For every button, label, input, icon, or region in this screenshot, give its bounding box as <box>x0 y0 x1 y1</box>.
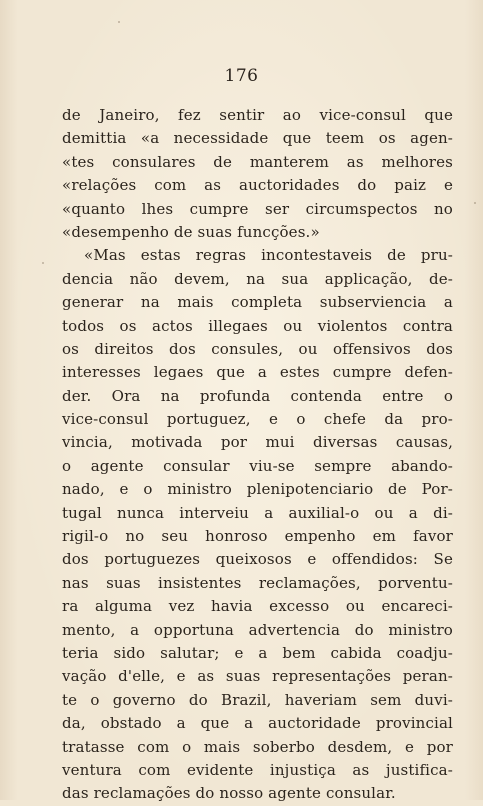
paper-speck <box>118 21 120 23</box>
text-line: mento, a opportuna advertencia do ministro <box>62 620 453 639</box>
text-line: generar na mais completa subserviencia a <box>62 293 453 312</box>
text-line: dos portuguezes queixosos e offendidos: Se <box>62 550 453 569</box>
text-line: «Mas estas regras incontestaveis de pru- <box>84 246 453 265</box>
text-line: vação d'elle, e as suas representações peran- <box>62 667 453 686</box>
text-line: dencia não devem, na sua applicação, de- <box>62 269 453 288</box>
text-line: teria sido salutar; e a bem cabida coadju- <box>62 643 453 662</box>
text-line: «quanto lhes cumpre ser circumspectos no <box>62 199 453 218</box>
text-line: interesses legaes que a estes cumpre defen- <box>62 363 453 382</box>
text-line: «relações com as auctoridades do paiz e <box>62 176 453 195</box>
text-line: das reclamações do nosso agente consular. <box>62 784 396 803</box>
text-line: de Janeiro, fez sentir ao vice-consul que <box>62 106 453 124</box>
text-line: vice-consul portuguez, e o chefe da pro- <box>62 410 453 429</box>
text-line: os direitos dos consules, ou offensivos dos <box>62 339 453 358</box>
text-line: rigil-o no seu honroso empenho em favor <box>62 527 453 546</box>
body-text <box>62 104 453 806</box>
text-line: da, obstado a que a auctoridade provincial <box>62 714 453 733</box>
text-line: todos os actos illegaes ou violentos contra <box>62 316 453 335</box>
text-line: «tes consulares de manterem as melhores <box>62 152 453 171</box>
text-line: demittia «a necessidade que teem os agen- <box>62 129 453 148</box>
text-line: der. Ora na profunda contenda entre o <box>62 386 453 405</box>
text-line: o agente consular viu-se sempre abando- <box>62 456 453 475</box>
paper-speck <box>42 262 44 264</box>
text-line: vincia, motivada por mui diversas causas, <box>62 433 453 452</box>
text-line: tratasse com o mais soberbo desdem, e por <box>62 737 453 756</box>
text-line: nas suas insistentes reclamações, porventu- <box>62 573 453 592</box>
text-line: ra alguma vez havia excesso ou encareci- <box>62 597 453 616</box>
text-line: ventura com evidente injustiça as justifica- <box>62 760 453 779</box>
paper-speck <box>474 202 476 204</box>
text-line: nado, e o ministro plenipotenciario de Por- <box>62 480 453 499</box>
text-line: te o governo do Brazil, haveriam sem duvi- <box>62 690 453 709</box>
text-line: tugal nunca interveiu a auxilial-o ou a di- <box>62 503 453 522</box>
page-number: 176 <box>224 66 259 86</box>
text-line: «desempenho de suas funcções.» <box>62 222 320 241</box>
